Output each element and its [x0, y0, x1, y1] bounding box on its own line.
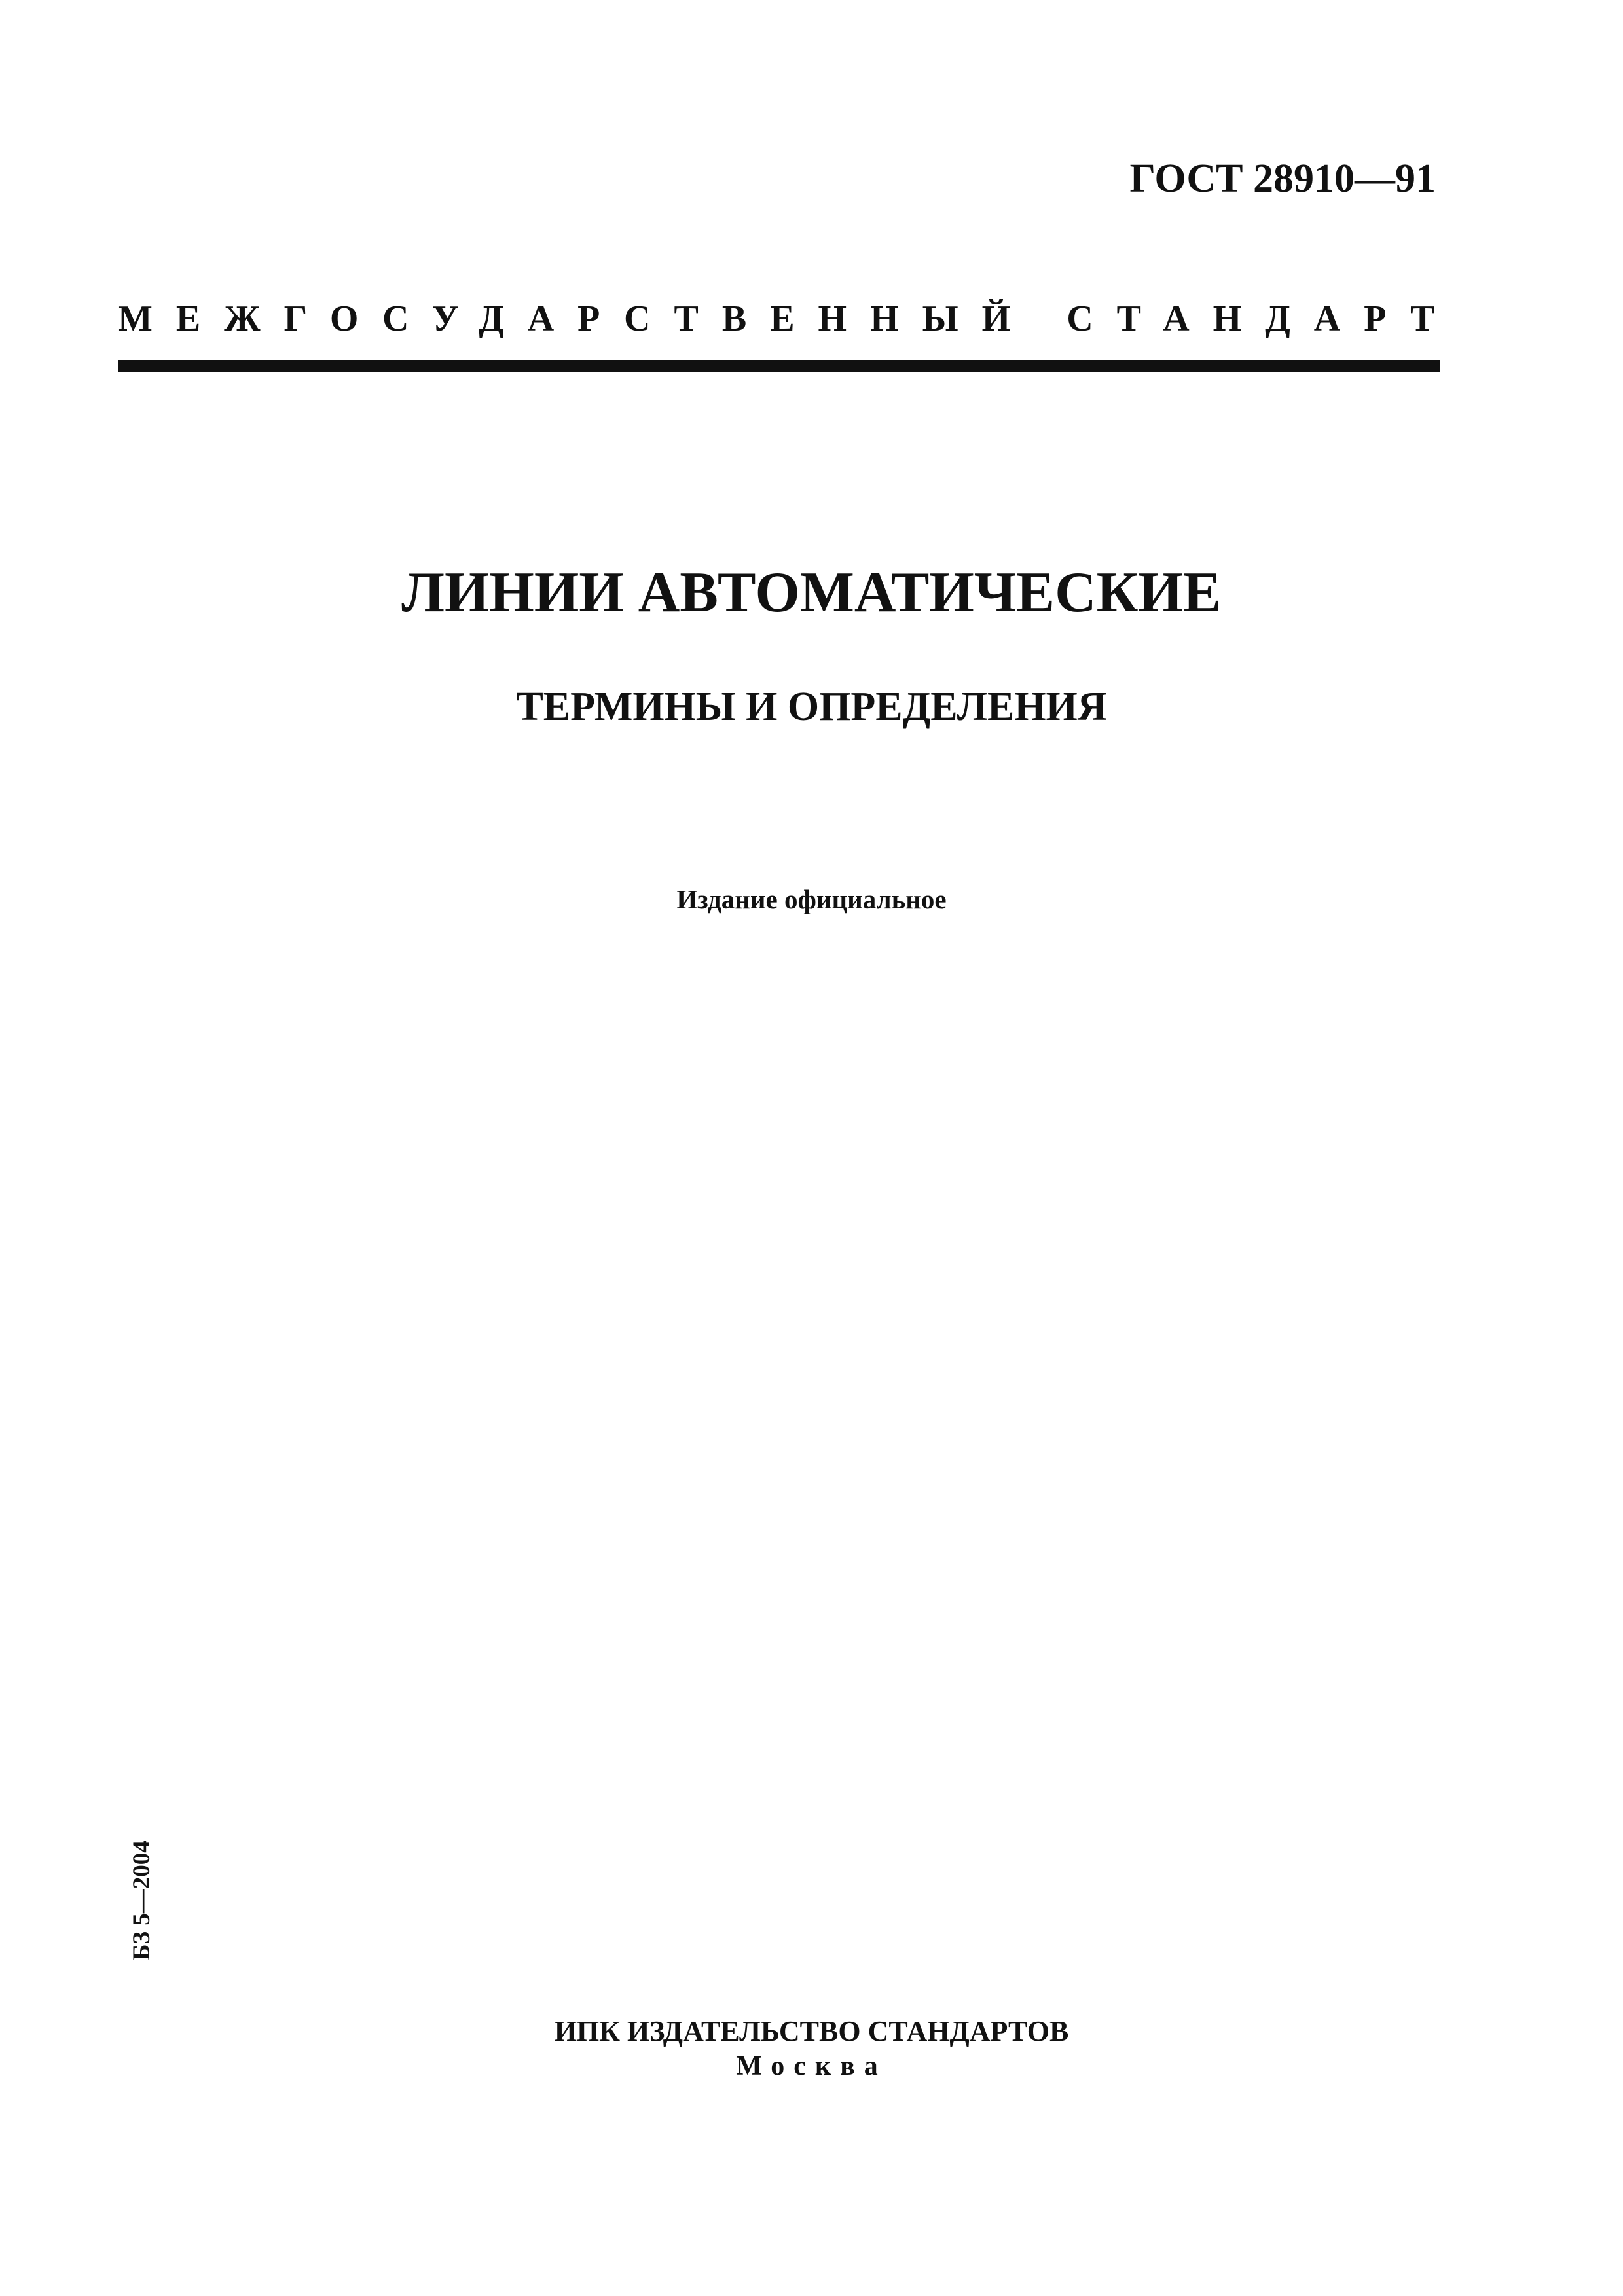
document-number: ГОСТ 28910—91 — [1129, 156, 1436, 201]
publisher-name: ИПК ИЗДАТЕЛЬСТВО СТАНДАРТОВ — [554, 2015, 1069, 2047]
page-title: ЛИНИИ АВТОМАТИЧЕСКИЕ — [401, 561, 1222, 624]
catalog-code: БЗ 5—2004 — [128, 1840, 155, 1960]
page-subtitle: ТЕРМИНЫ И ОПРЕДЕЛЕНИЯ — [516, 685, 1107, 729]
header-divider — [118, 360, 1440, 372]
edition-note: Издание официальное — [676, 884, 947, 914]
publisher-city: Москва — [736, 2051, 887, 2081]
standard-type-heading: МЕЖГОСУДАРСТВЕННЫЙ СТАНДАРТ — [118, 298, 1459, 339]
